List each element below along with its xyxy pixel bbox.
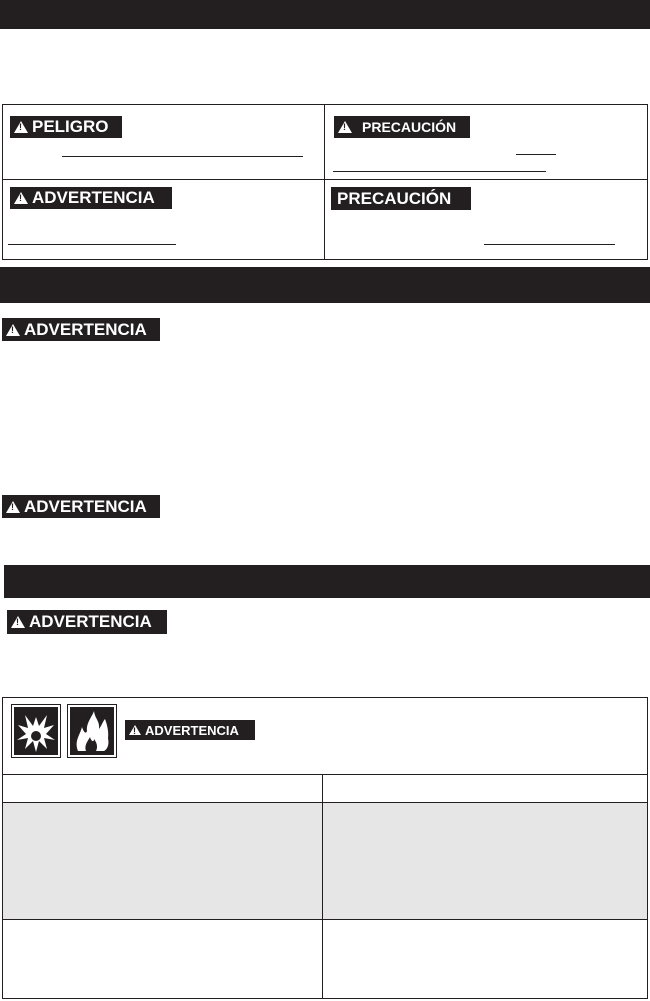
warning-triangle-icon [6, 324, 20, 336]
hazard-header-line [2, 774, 648, 775]
signal-words-divider-h [2, 179, 648, 180]
advertencia-text-2: ADVERTENCIA [24, 496, 147, 516]
hazard-column-header-line [2, 802, 648, 803]
warning-triangle-icon [129, 725, 141, 735]
precaucion-plain-label [331, 187, 471, 210]
header-bar-section-3 [4, 565, 650, 598]
hazard-row-shaded [3, 803, 647, 919]
header-bar-top [0, 0, 650, 29]
peligro-text: PELIGRO [32, 117, 109, 136]
warning-triangle-icon [11, 616, 25, 628]
precaucion-plain-underline [484, 244, 615, 245]
hazard-column-divider [322, 774, 323, 999]
precaucion-underline-long [333, 171, 546, 172]
advertencia-label-3 [7, 610, 167, 634]
advertencia-underline [8, 244, 176, 245]
explosion-hazard-icon [12, 705, 60, 757]
peligro-label [10, 116, 122, 138]
advertencia-text: ADVERTENCIA [32, 188, 155, 207]
fire-hazard-icon [68, 705, 116, 757]
advertencia-label-2 [2, 495, 160, 518]
advertencia-text-1: ADVERTENCIA [24, 319, 147, 339]
warning-triangle-icon [14, 121, 28, 133]
warning-triangle-icon [14, 192, 28, 204]
hazard-row-line [2, 919, 648, 920]
advertencia-label [10, 187, 172, 209]
advertencia-label-small [125, 720, 255, 740]
precaucion-plain-text: PRECAUCIÓN [337, 188, 452, 208]
header-bar-section-2 [0, 267, 650, 303]
advertencia-text-3: ADVERTENCIA [29, 612, 152, 631]
warning-triangle-icon [6, 501, 20, 513]
advertencia-text-small: ADVERTENCIA [145, 722, 239, 738]
peligro-underline [62, 156, 303, 157]
signal-words-divider-v [324, 104, 325, 260]
advertencia-label-1 [2, 318, 160, 341]
precaucion-triangle-text: PRECAUCIÓN [362, 119, 457, 135]
precaucion-triangle-label [334, 116, 470, 138]
precaucion-underline-short [516, 154, 556, 155]
warning-triangle-icon [338, 121, 352, 133]
